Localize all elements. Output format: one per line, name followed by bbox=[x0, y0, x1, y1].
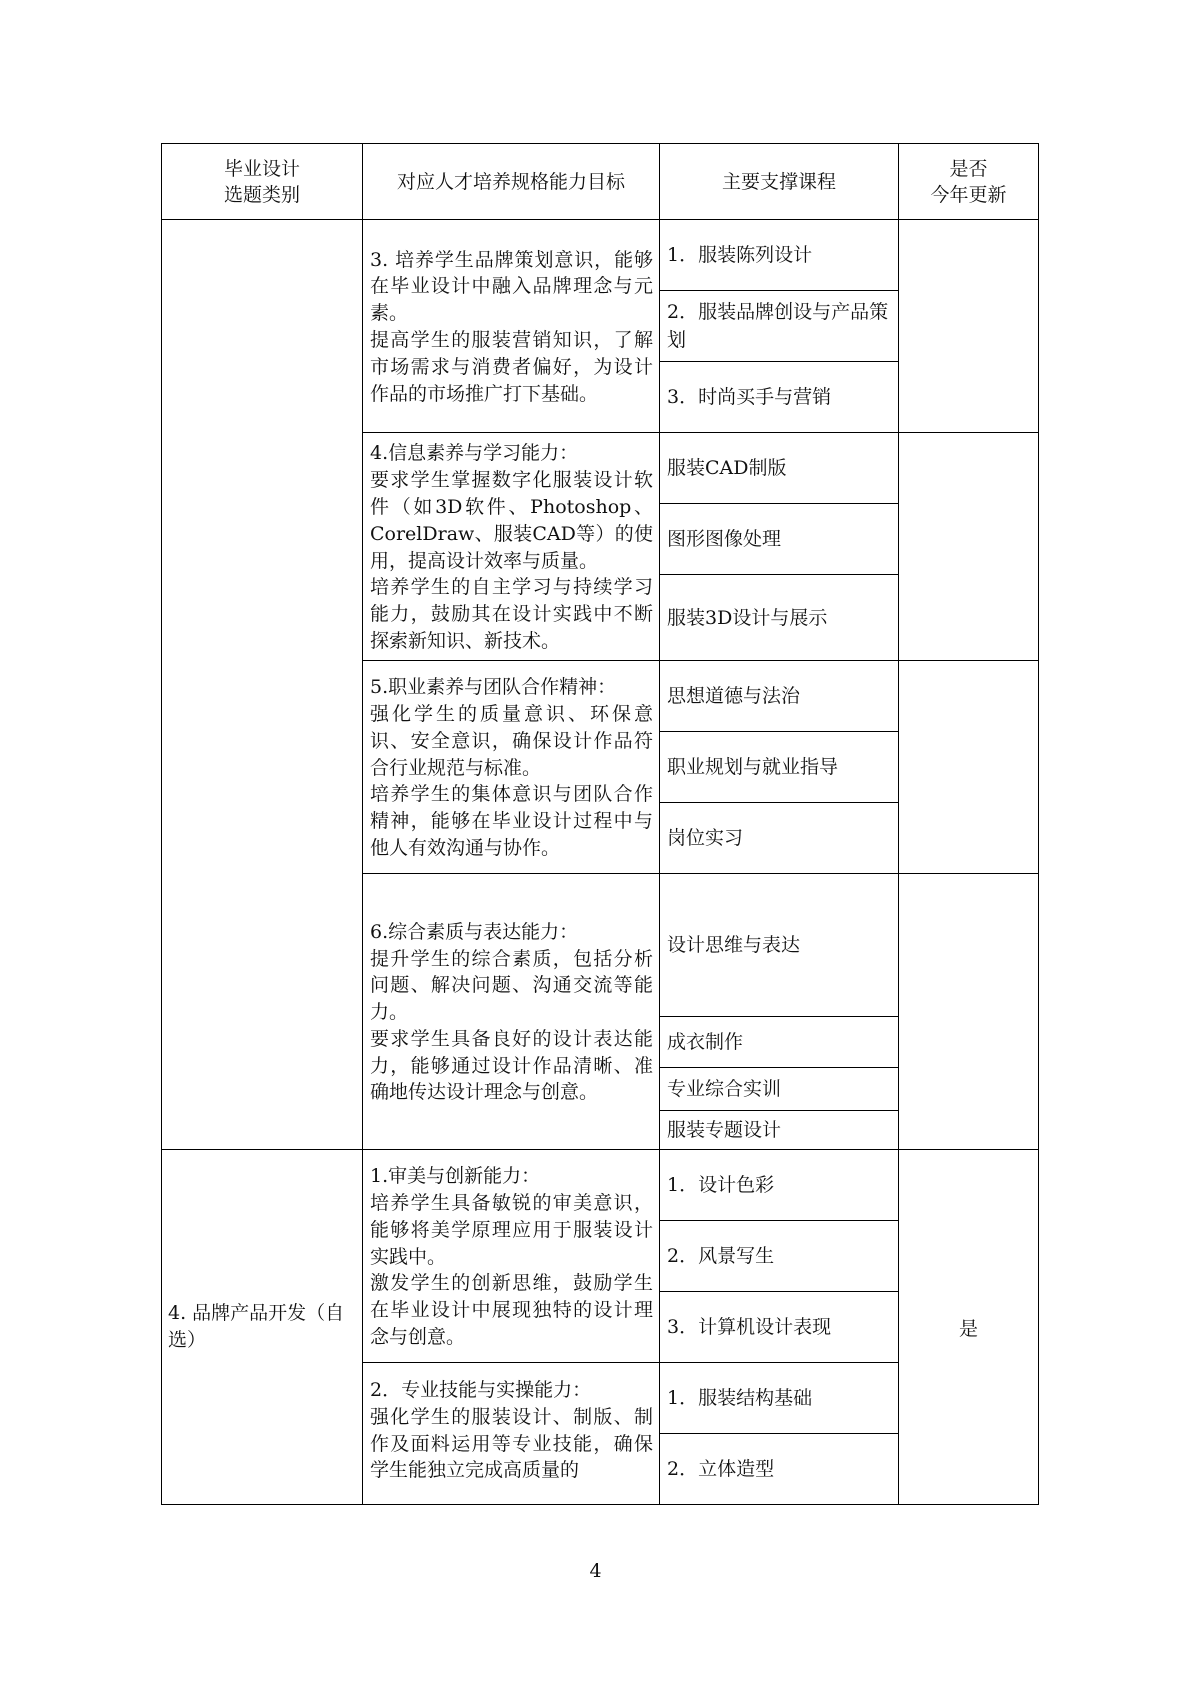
header-updated-this-year: 是否 今年更新 bbox=[899, 144, 1039, 220]
course-cell: 职业规划与就业指导 bbox=[660, 732, 899, 803]
course-cell: 思想道德与法治 bbox=[660, 661, 899, 732]
category-cell bbox=[162, 220, 363, 1150]
course-cell: 服装3D设计与展示 bbox=[660, 575, 899, 661]
course-cell: 1．设计色彩 bbox=[660, 1150, 899, 1221]
course-cell: 2．服装品牌创设与产品策划 bbox=[660, 291, 899, 362]
update-cell bbox=[899, 433, 1039, 661]
course-cell: 1．服装陈列设计 bbox=[660, 220, 899, 291]
course-cell: 2．立体造型 bbox=[660, 1434, 899, 1505]
goal-cell: 1.审美与创新能力： 培养学生具备敏锐的审美意识，能够将美学原理应用于服装设计实践中。 激发学生的创新思维，鼓励学生在毕业设计中展现独特的设计理念与创意。 bbox=[363, 1150, 660, 1363]
course-cell: 3．时尚买手与营销 bbox=[660, 362, 899, 433]
course-cell: 1．服装结构基础 bbox=[660, 1363, 899, 1434]
curriculum-table bbox=[161, 143, 1039, 1505]
header-topic-category: 毕业设计 选题类别 bbox=[162, 144, 363, 220]
course-cell: 岗位实习 bbox=[660, 803, 899, 874]
header-main-courses: 主要支撑课程 bbox=[660, 144, 899, 220]
course-cell: 2．风景写生 bbox=[660, 1221, 899, 1292]
course-cell: 服装CAD制版 bbox=[660, 433, 899, 504]
page-number: 4 bbox=[589, 1560, 602, 1582]
course-cell: 3．计算机设计表现 bbox=[660, 1292, 899, 1363]
table-header-row bbox=[162, 144, 1039, 220]
course-cell: 专业综合实训 bbox=[660, 1068, 899, 1111]
course-cell: 服装专题设计 bbox=[660, 1111, 899, 1150]
goal-cell: 2．专业技能与实操能力： 强化学生的服装设计、制版、制作及面料运用等专业技能，确保学生能独立完成高质量的 bbox=[363, 1363, 660, 1505]
course-cell: 成衣制作 bbox=[660, 1017, 899, 1068]
update-cell bbox=[899, 661, 1039, 874]
course-cell: 设计思维与表达 bbox=[660, 874, 899, 1017]
goal-cell: 4.信息素养与学习能力： 要求学生掌握数字化服装设计软件（如3D软件、Photoshop、CorelDraw、服装CAD等）的使用，提高设计效率与质量。 培养学生的自主学习与持续学习能力，鼓励其在设计实践中不断探索新知识、新技术。 bbox=[363, 433, 660, 661]
category-cell: 4. 品牌产品开发（自选） bbox=[162, 1150, 363, 1505]
goal-cell: 6.综合素质与表达能力： 提升学生的综合素质，包括分析问题、解决问题、沟通交流等能力。 要求学生具备良好的设计表达能力，能够通过设计作品清晰、准确地传达设计理念与创意。 bbox=[363, 874, 660, 1150]
table-row bbox=[162, 220, 1039, 291]
course-cell: 图形图像处理 bbox=[660, 504, 899, 575]
goal-cell: 5.职业素养与团队合作精神： 强化学生的质量意识、环保意识、安全意识，确保设计作品符合行业规范与标准。 培养学生的集体意识与团队合作精神，能够在毕业设计过程中与他人有效沟通与协作。 bbox=[363, 661, 660, 874]
update-cell bbox=[899, 220, 1039, 433]
table-row bbox=[162, 1150, 1039, 1221]
update-cell: 是 bbox=[899, 1150, 1039, 1505]
goal-cell: 3. 培养学生品牌策划意识，能够在毕业设计中融入品牌理念与元素。 提高学生的服装营销知识，了解市场需求与消费者偏好，为设计作品的市场推广打下基础。 bbox=[363, 220, 660, 433]
update-cell bbox=[899, 874, 1039, 1150]
header-ability-goal: 对应人才培养规格能力目标 bbox=[363, 144, 660, 220]
